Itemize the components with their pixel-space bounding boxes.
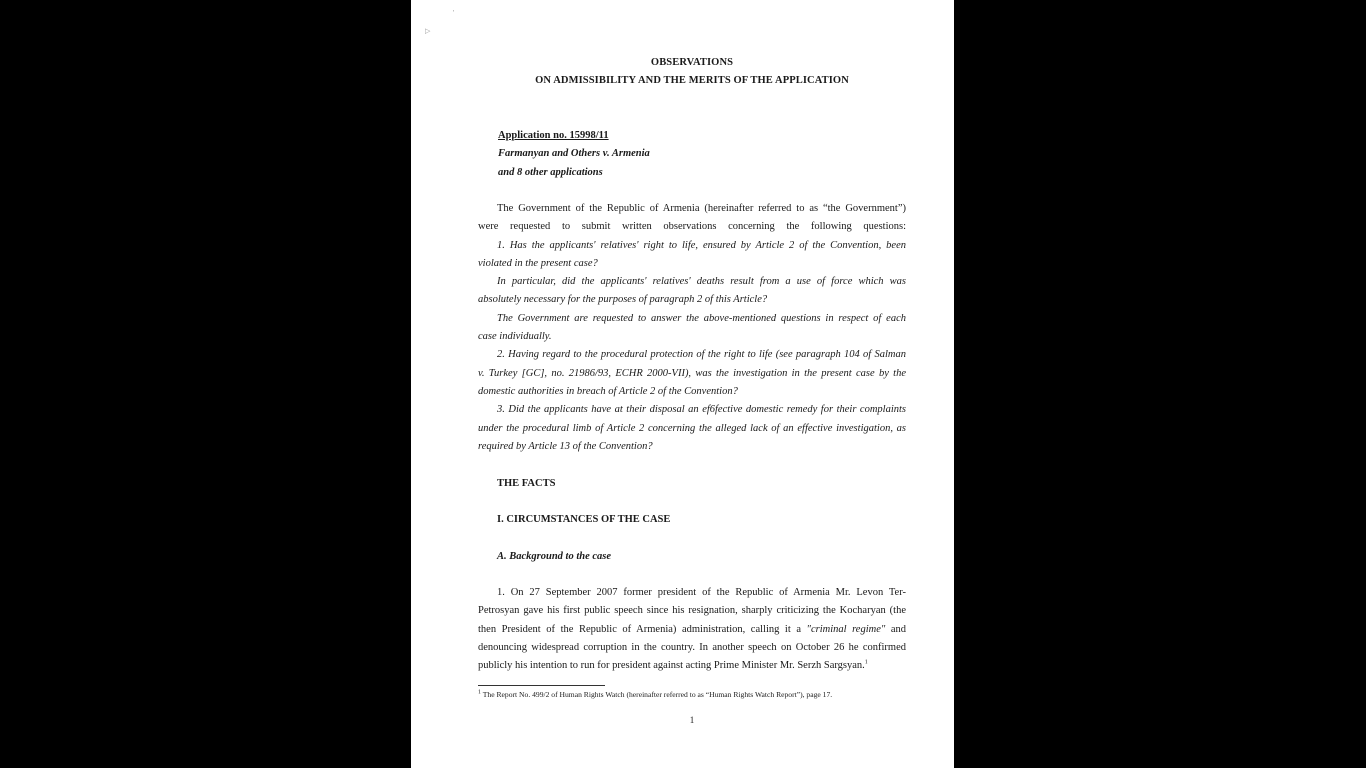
footnote-divider	[478, 685, 605, 686]
paragraph-line: denouncing widespread corruption in the country. In another speech on October 26 he confirmed	[478, 642, 906, 653]
question-line: case individually.	[478, 331, 552, 342]
question-line: domestic authorities in breach of Article 2 of the Convention?	[478, 386, 738, 397]
footnote	[478, 690, 832, 699]
question-line: 3. Did the applicants have at their disposal an ef6fective domestic remedy for their complaints	[497, 404, 906, 415]
question-line: absolutely necessary for the purposes of paragraph 2 of this Article?	[478, 294, 768, 305]
page-number: 1	[689, 715, 695, 725]
question-line: required by Article 13 of the Convention?	[478, 441, 653, 452]
question-line: violated in the present case?	[478, 258, 598, 269]
footnote-reference: 1	[864, 659, 868, 666]
document-title: OBSERVATIONS	[650, 57, 734, 68]
application-number: Application no. 15998/11	[498, 130, 609, 141]
section-heading-facts: THE FACTS	[497, 478, 556, 489]
paragraph-text: publicly his intention to run for president against acting Prime Minister Mr. Serzh Sargsyan.	[478, 660, 865, 671]
paragraph-text: then President of the Republic of Armenia) administration, calling it a	[478, 624, 807, 635]
document-subtitle: ON ADMISSIBILITY AND THE MERITS OF THE APPLICATION	[535, 75, 849, 86]
footnote-text: The Report No. 499/2 of Human Rights Watch (hereinafter referred to as “Human Rights Watch Report”), page 17.	[481, 690, 833, 699]
quoted-phrase: "criminal regime"	[806, 624, 886, 635]
paragraph-line	[478, 624, 906, 635]
question-line: In particular, did the applicants' relatives' deaths result from a use of force which was	[497, 276, 906, 287]
question-line: The Government are requested to answer the above-mentioned questions in respect of each	[497, 313, 906, 324]
question-line: v. Turkey [GC], no. 21986/93, ECHR 2000-VII), was the investigation in the present case by the	[478, 368, 906, 379]
question-line: under the procedural limb of Article 2 concerning the alleged lack of an effective investigation, as	[478, 423, 906, 434]
scan-artifact: ▷	[425, 28, 431, 35]
paragraph-line: Petrosyan gave his first public speech since his resignation, sharply criticizing the Kocharyan (the	[478, 605, 906, 616]
scan-artifact: '	[453, 10, 455, 17]
paragraph-line	[478, 660, 906, 671]
section-heading-background: A. Background to the case	[497, 551, 612, 562]
section-heading-circumstances: I. CIRCUMSTANCES OF THE CASE	[497, 514, 671, 525]
question-line: 1. Has the applicants' relatives' right to life, ensured by Article 2 of the Convention, been	[497, 240, 906, 251]
intro-line: The Government of the Republic of Armenia (hereinafter referred to as “the Government”)	[497, 203, 906, 214]
paragraph-text: and	[885, 624, 907, 635]
footnote-marker: 1	[478, 689, 481, 696]
case-name: Farmanyan and Others v. Armenia	[498, 148, 650, 159]
intro-line: were requested to submit written observations concerning the following questions:	[478, 221, 906, 232]
document-page	[411, 0, 954, 768]
other-applications: and 8 other applications	[498, 167, 603, 178]
paragraph-line: 1. On 27 September 2007 former president of the Republic of Armenia Mr. Levon Ter-	[497, 587, 906, 598]
question-line: 2. Having regard to the procedural protection of the right to life (see paragraph 104 of Salman	[497, 349, 906, 360]
